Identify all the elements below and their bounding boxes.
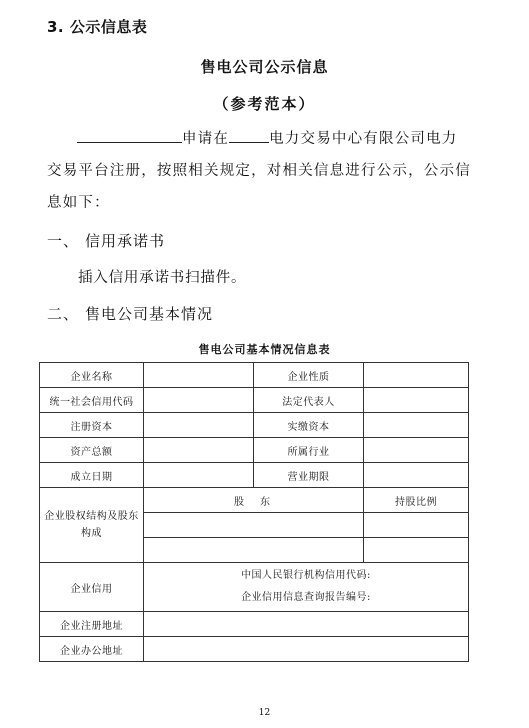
- value-company-type: [364, 363, 469, 388]
- part2-number: 二、: [47, 305, 80, 323]
- intro-line-1: [47, 123, 483, 155]
- label-industry: 所属行业: [254, 438, 364, 463]
- label-credit-code: 统一社会信用代码: [40, 388, 144, 413]
- blank-trading-center: [229, 126, 269, 143]
- value-shareholder: [144, 513, 364, 538]
- value-company-name: [144, 363, 254, 388]
- table-row: [40, 388, 469, 413]
- table-row: [40, 488, 469, 513]
- label-business-term: 营业期限: [254, 463, 364, 488]
- value-registered-address: [144, 612, 469, 637]
- table-caption: 售电公司基本情况信息表: [198, 343, 331, 356]
- part1-number: 一、: [47, 232, 80, 250]
- label-equity-structure: 企业股权结构及股东构成: [40, 488, 144, 563]
- intro-text-1a: 申请在: [182, 131, 230, 147]
- label-established-date: 成立日期: [40, 463, 144, 488]
- value-share-ratio: [364, 513, 469, 538]
- part2-title: 售电公司基本情况: [85, 305, 214, 323]
- value-industry: [364, 438, 469, 463]
- intro-text-1b: 电力交易中心有限公司电力: [269, 131, 458, 147]
- value-total-assets: [144, 438, 254, 463]
- table-row: [40, 563, 469, 612]
- label-office-address: 企业办公地址: [40, 637, 144, 662]
- table-row: [40, 363, 469, 388]
- label-paid-capital: 实缴资本: [254, 413, 364, 438]
- intro-line-2: 交易平台注册，按照相关规定，对相关信息进行公示，公示信: [47, 163, 471, 179]
- page-number: 12: [258, 708, 271, 718]
- label-registered-address: 企业注册地址: [40, 612, 144, 637]
- table-row: [40, 612, 469, 637]
- blank-company-name: [77, 126, 182, 143]
- part2-heading: [47, 303, 213, 324]
- value-credit-code: [144, 388, 254, 413]
- label-company-type: 企业性质: [254, 363, 364, 388]
- part1-title: 信用承诺书: [85, 232, 166, 250]
- value-legal-rep: [364, 388, 469, 413]
- part1-heading: [47, 230, 165, 251]
- label-registered-capital: 注册资本: [40, 413, 144, 438]
- value-office-address: [144, 637, 469, 662]
- table-row: [40, 637, 469, 662]
- table-row: [40, 463, 469, 488]
- value-shareholder: [144, 538, 364, 563]
- header-share-ratio: 持股比例: [364, 488, 469, 513]
- credit-report-line: 企业信用信息查询报告编号:: [241, 592, 371, 603]
- document-subtitle: （参考范本）: [213, 95, 316, 113]
- credit-info-cell: [144, 563, 469, 612]
- intro-line-3: 息如下：: [47, 195, 110, 211]
- table-row: [40, 438, 469, 463]
- table-row: [40, 413, 469, 438]
- label-total-assets: 资产总额: [40, 438, 144, 463]
- section-heading: 3. 公示信息表: [47, 18, 148, 36]
- label-credit: 企业信用: [40, 563, 144, 612]
- value-business-term: [364, 463, 469, 488]
- header-shareholder: 股 东: [144, 488, 364, 513]
- part1-body: 插入信用承诺书扫描件。: [78, 270, 247, 286]
- label-legal-rep: 法定代表人: [254, 388, 364, 413]
- value-established-date: [144, 463, 254, 488]
- value-share-ratio: [364, 538, 469, 563]
- document-title: 售电公司公示信息: [200, 58, 329, 76]
- value-paid-capital: [364, 413, 469, 438]
- credit-code-line: 中国人民银行机构信用代码:: [241, 570, 371, 581]
- company-info-table: [39, 362, 469, 662]
- label-company-name: 企业名称: [40, 363, 144, 388]
- value-registered-capital: [144, 413, 254, 438]
